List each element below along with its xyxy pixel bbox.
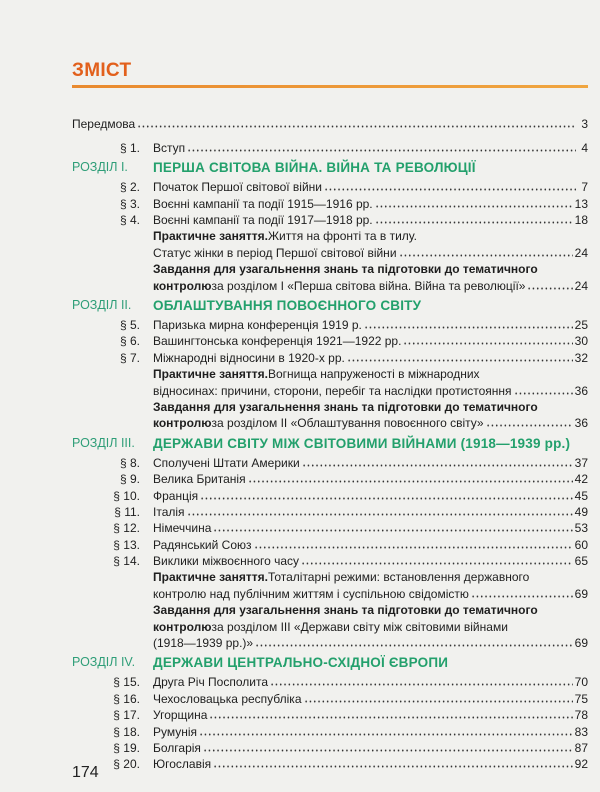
dot-leader — [471, 590, 573, 598]
section-number: § 15. — [113, 675, 140, 690]
chapter-label: РОЗДІЛ ІІІ. — [72, 435, 135, 450]
summary-title: контролю — [153, 278, 212, 293]
toc-entry[interactable] — [72, 520, 588, 536]
practical-label: Практичне заняття. — [153, 570, 268, 585]
entry-title: Сполучені Штати Америки — [153, 455, 300, 470]
toc-entry[interactable] — [72, 537, 588, 553]
page-ref: 24 — [574, 245, 588, 260]
dot-leader — [209, 711, 572, 719]
toc-entry-practical[interactable] — [72, 569, 588, 585]
dot-leader — [200, 492, 573, 500]
practical-title: контролю над публічним життям і суспільною свідомістю — [153, 586, 469, 601]
table-of-contents — [72, 116, 588, 773]
practical-title: Статус жінки в період Першої світової війни — [153, 245, 397, 260]
toc-entry[interactable] — [72, 740, 588, 756]
dot-leader — [270, 678, 573, 686]
toc-entry[interactable] — [72, 455, 588, 471]
entry-title: Німеччина — [153, 521, 212, 536]
practical-title: Вогнища напруженості в міжнародних — [267, 367, 480, 382]
page-ref: 83 — [574, 724, 588, 739]
toc-entry-summary[interactable] — [72, 261, 588, 277]
dot-leader — [203, 744, 573, 752]
chapter-heading[interactable] — [72, 432, 588, 455]
practical-label: Практичне заняття. — [153, 229, 268, 244]
entry-title: Радянський Союз — [153, 537, 252, 552]
summary-title: за розділом І «Перша світова війна. Війна та революції» — [211, 278, 526, 293]
summary-title: за розділом ІІІ «Держави світу між світовими війнами — [211, 619, 508, 634]
chapter-title: ПЕРША СВІТОВА ВІЙНА. ВІЙНА ТА РЕВОЛЮЦІЇ — [153, 160, 476, 176]
toc-entry-summary[interactable] — [72, 399, 588, 415]
toc-entry-practical[interactable] — [72, 586, 588, 602]
page-ref: 69 — [574, 636, 588, 651]
summary-title: Завдання для узагальнення знань та підготовки до тематичного — [153, 262, 538, 277]
section-number: § 2. — [119, 180, 140, 195]
section-number: § 13. — [113, 537, 140, 552]
entry-title: Воєнні кампанії та події 1915—1916 рр. — [153, 196, 373, 211]
practical-title: відносинах: причини, сторони, перебіг та наслідки протистояння — [153, 383, 512, 398]
toc-entry-practical[interactable] — [72, 245, 588, 261]
toc-entry[interactable] — [72, 724, 588, 740]
dot-leader — [399, 249, 573, 257]
practical-label: Практичне заняття. — [153, 367, 268, 382]
toc-entry-practical[interactable] — [72, 366, 588, 382]
summary-title: Завдання для узагальнення знань та підготовки до тематичного — [153, 603, 538, 618]
title-underline — [72, 85, 588, 88]
page-ref: 45 — [574, 488, 588, 503]
summary-title: Завдання для узагальнення знань та підготовки до тематичного — [153, 399, 538, 414]
chapter-label: РОЗДІЛ IV. — [72, 655, 136, 670]
dot-leader — [364, 321, 573, 329]
page-ref: 37 — [574, 455, 588, 470]
chapter-heading[interactable] — [72, 651, 588, 674]
toc-entry-practical[interactable] — [72, 383, 588, 399]
dot-leader — [301, 557, 573, 565]
page-ref: 78 — [574, 708, 588, 723]
toc-entry[interactable] — [72, 756, 588, 772]
page-ref: 65 — [574, 554, 588, 569]
toc-entry[interactable] — [72, 317, 588, 333]
dot-leader — [375, 216, 573, 224]
dot-leader — [199, 728, 573, 736]
section-number: § 14. — [113, 554, 140, 569]
section-number: § 8. — [119, 455, 140, 470]
dot-leader — [187, 508, 573, 516]
dot-leader — [324, 183, 576, 191]
dot-leader — [137, 120, 576, 128]
chapter-title: ОБЛАШТУВАННЯ ПОВОЄННОГО СВІТУ — [153, 298, 422, 314]
dot-leader — [213, 524, 572, 532]
section-number: § 19. — [113, 741, 140, 755]
page-ref: 70 — [574, 675, 588, 690]
entry-title: Італія — [153, 504, 185, 519]
page-ref: 7 — [581, 180, 588, 195]
toc-entry[interactable] — [72, 553, 588, 569]
toc-entry-summary[interactable] — [72, 635, 588, 651]
section-number: § 20. — [113, 757, 140, 772]
dot-leader — [248, 475, 573, 483]
practical-title: Життя на фронті та в тилу. — [267, 229, 417, 244]
toc-entry-preface[interactable] — [72, 116, 588, 132]
section-number: § 17. — [113, 708, 140, 723]
entry-title: Вашингтонська конференція 1921—1922 рр. — [153, 334, 402, 349]
dot-leader — [403, 337, 572, 345]
dot-leader — [187, 144, 576, 152]
page-ref: 36 — [574, 383, 588, 398]
chapter-title: ДЕРЖАВИ ЦЕНТРАЛЬНО-СХІДНОЇ ЄВРОПИ — [153, 655, 449, 671]
toc-entry-summary[interactable] — [72, 602, 588, 618]
dot-leader — [254, 541, 573, 549]
entry-title: Початок Першої світової війни — [153, 180, 322, 195]
entry-title: Виклики міжвоєнного часу — [153, 554, 300, 569]
toc-entry-summary[interactable] — [72, 619, 588, 635]
dot-leader — [255, 639, 573, 647]
toc-entry-practical[interactable] — [72, 228, 588, 244]
dot-leader — [304, 695, 573, 703]
page-ref: 69 — [574, 586, 588, 601]
section-number: § 3. — [119, 196, 140, 211]
toc-entry[interactable] — [72, 196, 588, 212]
page-ref: 32 — [574, 350, 588, 365]
page-ref: 4 — [581, 140, 588, 155]
toc-entry-intro[interactable] — [72, 140, 588, 156]
toc-entry[interactable] — [72, 707, 588, 723]
page-ref: 49 — [574, 504, 588, 519]
dot-leader — [347, 354, 573, 362]
dot-leader — [213, 760, 573, 768]
summary-title: контролю — [153, 619, 212, 634]
toc-entry[interactable] — [72, 179, 588, 195]
toc-entry[interactable] — [72, 212, 588, 228]
toc-entry[interactable] — [72, 350, 588, 366]
toc-entry[interactable] — [72, 504, 588, 520]
dot-leader — [302, 459, 573, 467]
chapter-heading[interactable] — [72, 156, 588, 179]
practical-title: Тоталітарні режими: встановлення державного — [267, 570, 530, 585]
section-number: § 1. — [119, 140, 140, 155]
toc-entry[interactable] — [72, 471, 588, 487]
toc-entry[interactable] — [72, 333, 588, 349]
entry-title: Друга Річ Посполита — [153, 675, 268, 690]
entry-title: Румунія — [153, 724, 198, 739]
chapter-label: РОЗДІЛ І. — [72, 160, 128, 175]
page-ref: 3 — [581, 117, 588, 131]
entry-title: Передмова — [72, 117, 136, 131]
entry-title: Франція — [153, 488, 199, 503]
entry-title: Паризька мирна конференція 1919 р. — [153, 318, 362, 333]
dot-leader — [486, 419, 573, 427]
entry-title: Чехословацька республіка — [153, 691, 302, 706]
entry-title: Велика Британія — [153, 472, 246, 487]
section-number: § 16. — [113, 691, 140, 706]
entry-title: Югославія — [153, 757, 212, 772]
section-number: § 11. — [114, 504, 140, 519]
entry-title: Угорщина — [153, 708, 208, 723]
page-ref: 53 — [574, 521, 588, 536]
page-ref: 75 — [574, 691, 588, 706]
section-number: § 7. — [119, 350, 140, 365]
page-ref: 42 — [574, 472, 588, 487]
page-title: ЗМІСТ — [72, 60, 132, 81]
dot-leader — [375, 200, 573, 208]
page-ref: 92 — [574, 757, 588, 772]
dot-leader — [514, 387, 573, 395]
page-ref: 36 — [574, 416, 588, 431]
toc-entry[interactable] — [72, 674, 588, 690]
chapter-heading[interactable] — [72, 294, 588, 317]
toc-entry[interactable] — [72, 691, 588, 707]
page-ref: 24 — [574, 278, 588, 293]
page-number: 174 — [72, 764, 99, 781]
section-number: § 5. — [119, 318, 140, 333]
summary-title: за розділом ІІ «Облаштування повоєнного світу» — [211, 416, 484, 431]
page-ref: 60 — [574, 537, 588, 552]
entry-title: Міжнародні відносини в 1920-х рр. — [153, 350, 345, 365]
page-ref: 30 — [574, 334, 588, 349]
section-number: § 9. — [119, 472, 140, 487]
toc-entry[interactable] — [72, 488, 588, 504]
page-ref: 87 — [574, 741, 588, 755]
toc-entry-summary[interactable] — [72, 415, 588, 431]
chapter-title: ДЕРЖАВИ СВІТУ МІЖ СВІТОВИМИ ВІЙНАМИ (1918—1939 рр.) — [153, 435, 571, 451]
section-number: § 4. — [119, 213, 140, 228]
summary-title: контролю — [153, 416, 212, 431]
section-number: § 10. — [113, 488, 140, 503]
page-ref: 25 — [574, 318, 588, 333]
dot-leader — [527, 282, 572, 290]
entry-title: Вступ — [153, 140, 186, 155]
entry-title: Воєнні кампанії та події 1917—1918 рр. — [153, 213, 373, 228]
page-ref: 13 — [574, 196, 588, 211]
summary-title: (1918—1939 рр.)» — [153, 636, 254, 651]
chapter-label: РОЗДІЛ ІІ. — [72, 298, 132, 313]
section-number: § 18. — [113, 724, 140, 739]
entry-title: Болгарія — [153, 741, 201, 755]
toc-entry-summary[interactable] — [72, 278, 588, 294]
section-number: § 6. — [119, 334, 140, 349]
section-number: § 12. — [113, 521, 140, 536]
page-ref: 18 — [574, 213, 588, 228]
